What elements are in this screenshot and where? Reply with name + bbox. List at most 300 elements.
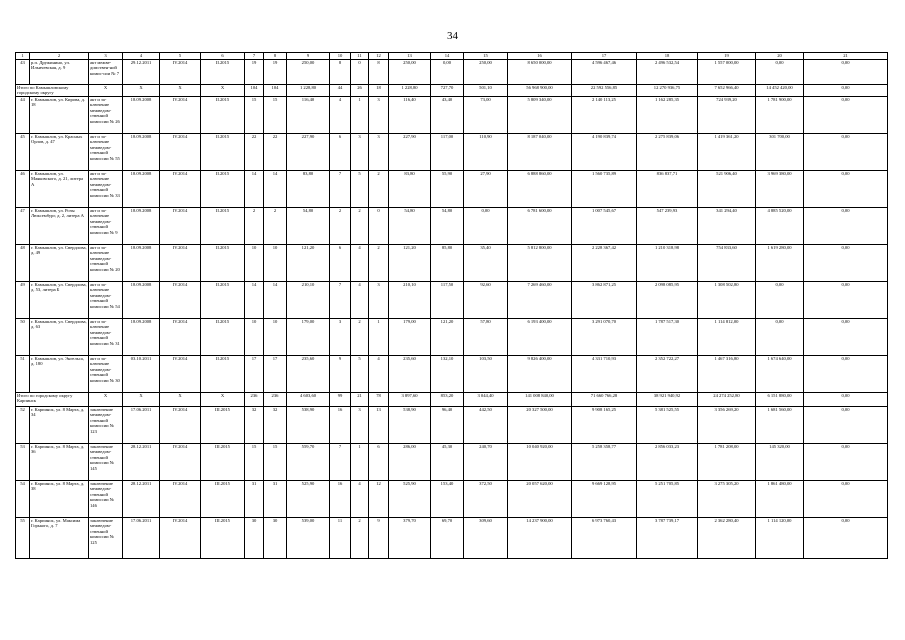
table-cell: 0,00 — [756, 282, 804, 319]
table-row — [16, 134, 888, 171]
table-cell: 0,00 — [804, 356, 888, 393]
table-cell: акт и за-ключение межведом-ственной комиссии № 26 — [89, 97, 123, 134]
column-number: 3 — [89, 53, 123, 60]
table-cell: 43 — [16, 60, 30, 85]
table-cell: X — [160, 85, 201, 97]
table-cell: 2 496 532,54 — [637, 60, 698, 85]
table-cell: 104 — [264, 85, 287, 97]
table-cell: 853,20 — [431, 393, 464, 407]
table-cell: акт и за-ключение межведом-ственной комиссии № 30 — [89, 356, 123, 393]
table-cell: 44 — [16, 97, 30, 134]
table-cell: заключение межведом-ственной комиссии № 123 — [89, 407, 123, 444]
table-cell: 301 700,00 — [756, 134, 804, 171]
page-number: 34 — [447, 30, 458, 42]
table-cell: 6 — [369, 444, 389, 481]
total-label: Итого по городскому округу Карпинск — [16, 393, 89, 407]
table-cell: 3 — [351, 407, 369, 444]
table-cell: 16 — [330, 407, 351, 444]
total-row — [16, 85, 888, 97]
table-cell: 38 921 940,92 — [637, 393, 698, 407]
table-cell: X — [89, 85, 123, 97]
table-cell: р.п. Дружинино, ул. Ильичевская, д. 9 — [30, 60, 89, 85]
table-cell: 116,40 — [287, 97, 330, 134]
table-cell: 4 — [369, 356, 389, 393]
table-cell: II.2015 — [201, 319, 245, 356]
table-cell: 1 308 502,80 — [698, 282, 756, 319]
table-cell: 0 — [351, 60, 369, 85]
table-cell: 9 908 165,25 — [572, 407, 637, 444]
table-cell: 5 381 525,55 — [637, 407, 698, 444]
table-cell: 3 787 739,17 — [637, 518, 698, 559]
table-cell: 121,20 — [287, 245, 330, 282]
table-cell: 6 151 880,00 — [756, 393, 804, 407]
total-label: Итого по Камышловскому городскому округу — [16, 85, 89, 97]
table-cell: 27,90 — [464, 171, 508, 208]
table-cell: 55,90 — [431, 171, 464, 208]
table-cell: 16 — [330, 481, 351, 518]
table-cell: 1 674 640,00 — [756, 356, 804, 393]
table-cell: 2 — [369, 171, 389, 208]
table-cell: 71 660 766,28 — [572, 393, 637, 407]
table-cell: 56 968 900,00 — [508, 85, 572, 97]
table-cell: 116,40 — [389, 97, 431, 134]
table-cell: 4 — [330, 97, 351, 134]
table-cell: 73,00 — [464, 97, 508, 134]
table-cell: 1 — [351, 444, 369, 481]
table-cell: акт и за-ключение межведом-ственной комиссии № 31 — [89, 319, 123, 356]
table-cell: II.2015 — [201, 60, 245, 85]
table-cell: 1 — [369, 319, 389, 356]
table-cell: 3 — [369, 282, 389, 319]
table-cell: 236 — [264, 393, 287, 407]
table-cell: 525,90 — [389, 481, 431, 518]
table-cell: г. Карпинск, ул. 8 Марта, д. 36 — [30, 444, 89, 481]
table-cell: 8 — [369, 60, 389, 85]
table-cell: 3 356 269,20 — [698, 407, 756, 444]
table-cell: 103,50 — [464, 356, 508, 393]
table-cell: 9 — [369, 518, 389, 559]
table-cell: 5 — [351, 356, 369, 393]
table-cell: 1 619 280,00 — [756, 245, 804, 282]
table-cell: 117,00 — [431, 134, 464, 171]
table-cell: 4 603,60 — [287, 393, 330, 407]
table-cell: 4 331 710,93 — [572, 356, 637, 393]
table-cell: III.2015 — [201, 518, 245, 559]
column-number: 12 — [369, 53, 389, 60]
table-cell: 1 781 900,00 — [756, 97, 804, 134]
table-cell: 31 — [264, 481, 287, 518]
table-cell: 2 — [351, 518, 369, 559]
table-cell: 29.12.2011 — [123, 60, 160, 85]
table-cell: X — [89, 393, 123, 407]
table-row — [16, 444, 888, 481]
table-cell: 754 833,60 — [698, 245, 756, 282]
table-cell: 9 826 400,00 — [508, 356, 572, 393]
table-cell: 1 114 120,00 — [756, 518, 804, 559]
table-cell: 43,40 — [431, 97, 464, 134]
table-cell: 21 — [351, 393, 369, 407]
column-number: 18 — [637, 53, 698, 60]
table-cell: 3 969 380,00 — [756, 171, 804, 208]
table-cell: 14 — [245, 282, 264, 319]
table-cell: г. Камышлов, ул. Свердлова, д. 63 — [30, 319, 89, 356]
table-cell: 179,00 — [389, 319, 431, 356]
table-cell: 9 — [330, 356, 351, 393]
table-cell: 50 — [16, 319, 30, 356]
table-cell: IV.2014 — [160, 407, 201, 444]
table-cell: 836 837,71 — [637, 171, 698, 208]
table-cell: 7 — [330, 282, 351, 319]
table-cell: IV.2014 — [160, 134, 201, 171]
table-cell: 03.10.2011 — [123, 356, 160, 393]
table-cell: 0,00 — [804, 407, 888, 444]
table-cell: X — [123, 85, 160, 97]
table-cell: 1 007 545,67 — [572, 208, 637, 245]
table-cell: 12 — [369, 481, 389, 518]
table-cell: 22 — [264, 134, 287, 171]
table-row — [16, 319, 888, 356]
table-cell: 18.09.2008 — [123, 282, 160, 319]
column-number: 8 — [264, 53, 287, 60]
table-cell: 17 — [264, 356, 287, 393]
table-cell: 10 — [264, 245, 287, 282]
column-number: 15 — [464, 53, 508, 60]
table-cell: 1 228,80 — [389, 85, 431, 97]
table-cell: 22 592 556,85 — [572, 85, 637, 97]
table-cell: 83,80 — [287, 171, 330, 208]
table-cell: II.2015 — [201, 356, 245, 393]
table-cell: 78 — [369, 393, 389, 407]
table-cell: 10 — [264, 319, 287, 356]
table-cell: 17 — [245, 356, 264, 393]
table-cell: IV.2014 — [160, 518, 201, 559]
table-cell: 18.09.2008 — [123, 134, 160, 171]
table-cell: 6 — [330, 134, 351, 171]
table-cell: IV.2014 — [160, 60, 201, 85]
table-cell: 11 — [330, 518, 351, 559]
table-cell: 45 — [16, 134, 30, 171]
column-number: 2 — [30, 53, 89, 60]
column-number: 9 — [287, 53, 330, 60]
table-cell: 250,00 — [389, 60, 431, 85]
table-cell: 0,00 — [804, 97, 888, 134]
table-cell: 19 — [264, 60, 287, 85]
table-cell: акт межве-домствен-ной комис-сии № 7 — [89, 60, 123, 85]
table-cell: 19 — [245, 60, 264, 85]
table-cell: IV.2014 — [160, 481, 201, 518]
table-cell: 14 237 900,00 — [508, 518, 572, 559]
table-cell: акт и за-ключение межведом-ственной комиссии № 55 — [89, 134, 123, 171]
table-cell: 3 291 070,70 — [572, 319, 637, 356]
table-cell: 10 — [245, 245, 264, 282]
table-cell: 4 885 520,00 — [756, 208, 804, 245]
table-cell: 17.06.2011 — [123, 518, 160, 559]
column-number: 11 — [351, 53, 369, 60]
table-cell: заключение межведом-ственной комиссии № 145 — [89, 444, 123, 481]
table-cell: 17.06.2011 — [123, 407, 160, 444]
table-cell: 442,50 — [464, 407, 508, 444]
table-cell: 250,00 — [287, 60, 330, 85]
table-cell: 0 — [369, 208, 389, 245]
table-cell: г. Камышлов, ул. Розы Люксембург, д. 2, литера А — [30, 208, 89, 245]
table-row — [16, 407, 888, 444]
table-cell: II.2015 — [201, 171, 245, 208]
table-cell: 236 — [245, 393, 264, 407]
table-cell: 0,00 — [464, 208, 508, 245]
table-row — [16, 60, 888, 85]
table-cell: 20 327 500,00 — [508, 407, 572, 444]
table-cell: 372,50 — [464, 481, 508, 518]
column-number: 13 — [389, 53, 431, 60]
table-cell: 104 — [245, 85, 264, 97]
table-cell: 96,40 — [431, 407, 464, 444]
table-cell: 2 — [369, 245, 389, 282]
table-cell: 539,00 — [287, 518, 330, 559]
table-cell: 47 — [16, 208, 30, 245]
table-cell: 51 — [16, 356, 30, 393]
table-cell: 2 — [264, 208, 287, 245]
table-cell: 20 057 620,00 — [508, 481, 572, 518]
table-cell: 5 258 358,77 — [572, 444, 637, 481]
table-cell: 727,70 — [431, 85, 464, 97]
table-cell: 2 352 722,27 — [637, 356, 698, 393]
table-cell: 0,00 — [756, 319, 804, 356]
table-cell: 1 114 812,00 — [698, 319, 756, 356]
table-cell: 1 557 000,00 — [698, 60, 756, 85]
table-row — [16, 245, 888, 282]
header-row — [16, 53, 888, 60]
table-cell: IV.2014 — [160, 282, 201, 319]
table-cell: 379,70 — [389, 518, 431, 559]
table-cell: III.2015 — [201, 444, 245, 481]
column-number: 21 — [804, 53, 888, 60]
table-cell: 18.09.2008 — [123, 208, 160, 245]
table-cell: 547 239,93 — [637, 208, 698, 245]
table-cell: 0,00 — [804, 171, 888, 208]
table-cell: 54,80 — [389, 208, 431, 245]
table-cell: 1 228,80 — [287, 85, 330, 97]
table-cell: 210,10 — [389, 282, 431, 319]
table-cell: 235,60 — [287, 356, 330, 393]
table-cell: 2 098 085,95 — [637, 282, 698, 319]
data-table — [15, 52, 888, 559]
table-cell: 1 560 735,89 — [572, 171, 637, 208]
table-cell: 2 856 033,23 — [637, 444, 698, 481]
table-cell: 85,80 — [431, 245, 464, 282]
total-row — [16, 393, 888, 407]
table-cell: 6 888 860,00 — [508, 171, 572, 208]
table-cell: 0,00 — [804, 393, 888, 407]
table-cell: IV.2014 — [160, 245, 201, 282]
table-row — [16, 356, 888, 393]
table-cell: г. Карпинск, ул. 8 Марта, д. 38 — [30, 481, 89, 518]
table-cell: 2 — [330, 208, 351, 245]
column-number: 1 — [16, 53, 30, 60]
table-cell: 240,70 — [464, 444, 508, 481]
table-cell: г. Карпинск, ул. 8 Марта, д. 34 — [30, 407, 89, 444]
table-cell: 2 362 280,40 — [698, 518, 756, 559]
table-cell: 52 — [16, 407, 30, 444]
table-cell: 8 — [330, 60, 351, 85]
table-cell: заключение межведом-ственной комиссии № 146 — [89, 481, 123, 518]
table-cell: 0,00 — [804, 518, 888, 559]
table-cell: 227,90 — [287, 134, 330, 171]
table-cell: 5 812 800,00 — [508, 245, 572, 282]
column-number: 6 — [201, 53, 245, 60]
table-cell: 210,10 — [287, 282, 330, 319]
table-cell: 117,50 — [431, 282, 464, 319]
table-cell: 69,70 — [431, 518, 464, 559]
table-cell: 559,70 — [287, 444, 330, 481]
table-cell: 8 650 000,00 — [508, 60, 572, 85]
table-cell: 3 — [351, 134, 369, 171]
table-cell: 521 906,40 — [698, 171, 756, 208]
table-cell: г. Камышлов, ул. Красных Орлов, д. 47 — [30, 134, 89, 171]
table-cell: 22 — [245, 134, 264, 171]
table-cell: акт и за-ключение межведом-ственной комиссии № 33 — [89, 171, 123, 208]
table-cell: III.2015 — [201, 407, 245, 444]
table-cell: 9 669 128,95 — [572, 481, 637, 518]
table-cell: 15 — [245, 97, 264, 134]
table-cell: 4 596 467,46 — [572, 60, 637, 85]
table-cell: 1 781 208,00 — [698, 444, 756, 481]
table-cell: 3 275 305,20 — [698, 481, 756, 518]
table-cell: 8 187 040,00 — [508, 134, 572, 171]
table-cell: 18.09.2008 — [123, 245, 160, 282]
table-cell: г. Карпинск, ул. Максима Горького, д. 7 — [30, 518, 89, 559]
table-cell: 0,00 — [804, 208, 888, 245]
table-cell: 5 251 705,85 — [637, 481, 698, 518]
column-number: 17 — [572, 53, 637, 60]
table-cell: X — [201, 393, 245, 407]
table-cell: X — [201, 85, 245, 97]
table-cell: 309,60 — [464, 518, 508, 559]
column-number: 14 — [431, 53, 464, 60]
table-cell: 0,00 — [804, 85, 888, 97]
table-cell: X — [123, 393, 160, 407]
table-cell: 1 681 560,00 — [756, 407, 804, 444]
table-cell: акт и за-ключение межведом-ственной комиссии № 54 — [89, 282, 123, 319]
table-cell: 6 973 760,43 — [572, 518, 637, 559]
table-cell: 121,20 — [431, 319, 464, 356]
table-cell: 0,00 — [804, 282, 888, 319]
table-cell: 99 — [330, 393, 351, 407]
table-cell: 30 — [264, 518, 287, 559]
table-cell: 3 — [330, 319, 351, 356]
table-cell: 7 — [330, 444, 351, 481]
table-cell: 4 190 839,74 — [572, 134, 637, 171]
table-cell: 14 — [245, 171, 264, 208]
table-cell: 0,00 — [756, 60, 804, 85]
table-cell: 2 — [351, 319, 369, 356]
table-cell: 30 — [245, 518, 264, 559]
table-cell: 55 — [16, 518, 30, 559]
table-cell: 7 — [330, 171, 351, 208]
table-row — [16, 171, 888, 208]
table-cell: 145 320,00 — [756, 444, 804, 481]
table-cell: 6 781 600,00 — [508, 208, 572, 245]
table-cell: 12 270 936,75 — [637, 85, 698, 97]
column-number: 16 — [508, 53, 572, 60]
table-cell: IV.2014 — [160, 444, 201, 481]
table-cell: 2 140 113,25 — [572, 97, 637, 134]
table-cell: 153,40 — [431, 481, 464, 518]
table-cell: 6 193 400,00 — [508, 319, 572, 356]
table-row — [16, 208, 888, 245]
table-cell: г. Камышлов, ул. Свердлова, д. 49 — [30, 245, 89, 282]
table-cell: 1 467 316,80 — [698, 356, 756, 393]
table-cell: IV.2014 — [160, 171, 201, 208]
table-cell: 1 419 361,20 — [698, 134, 756, 171]
table-cell: 83,80 — [389, 171, 431, 208]
table-cell: 18.09.2008 — [123, 319, 160, 356]
table-cell: 10 040 920,00 — [508, 444, 572, 481]
table-cell: II.2015 — [201, 97, 245, 134]
table-cell: 1 210 318,98 — [637, 245, 698, 282]
table-cell: IV.2014 — [160, 97, 201, 134]
column-number: 5 — [160, 53, 201, 60]
table-cell: 26 — [351, 85, 369, 97]
table-cell: 32 — [264, 407, 287, 444]
table-cell: 18 — [369, 85, 389, 97]
table-cell: 14 — [264, 171, 287, 208]
column-number: 7 — [245, 53, 264, 60]
table-cell: 538,90 — [389, 407, 431, 444]
table-cell: 341 294,40 — [698, 208, 756, 245]
table-cell: 141 008 840,00 — [508, 393, 572, 407]
table-cell: г. Камышлов, ул. Кирова, д. 18 — [30, 97, 89, 134]
table-cell: 4 — [351, 481, 369, 518]
table-cell: 538,90 — [287, 407, 330, 444]
table-cell: 15 — [264, 444, 287, 481]
table-cell: 5 809 340,00 — [508, 97, 572, 134]
table-cell: 10 — [245, 319, 264, 356]
table-cell: 53 — [16, 444, 30, 481]
table-cell: 132,10 — [431, 356, 464, 393]
table-cell: 2 — [351, 208, 369, 245]
table-cell: 3 862 871,25 — [572, 282, 637, 319]
table-cell: 0,00 — [804, 444, 888, 481]
table-cell: 0,00 — [804, 481, 888, 518]
table-cell: 1 861 480,00 — [756, 481, 804, 518]
table-row — [16, 282, 888, 319]
table-cell: 6 — [330, 245, 351, 282]
table-cell: 1 787 517,30 — [637, 319, 698, 356]
table-cell: акт и за-ключение межведом-ственной комиссии № 20 — [89, 245, 123, 282]
column-number: 10 — [330, 53, 351, 60]
table-cell: 15 — [264, 97, 287, 134]
table-cell: III.2015 — [201, 481, 245, 518]
table-cell: 525,90 — [287, 481, 330, 518]
table-cell: 2 228 367,42 — [572, 245, 637, 282]
table-cell: IV.2014 — [160, 356, 201, 393]
table-cell: 1 162 285,35 — [637, 97, 698, 134]
table-cell: 110,90 — [464, 134, 508, 171]
table-cell: 0,00 — [804, 60, 888, 85]
table-cell: 13 — [369, 407, 389, 444]
table-cell: заключение межведом-ственной комиссии № 125 — [89, 518, 123, 559]
table-cell: 2 — [245, 208, 264, 245]
table-cell: г. Камышлов, ул. Свердлова, д. 53, литера Б — [30, 282, 89, 319]
table-cell: 54,80 — [287, 208, 330, 245]
table-cell: 0,00 — [431, 60, 464, 85]
table-cell: 32 — [245, 407, 264, 444]
table-cell: 3 044,40 — [464, 393, 508, 407]
table-cell: 54 — [16, 481, 30, 518]
table-cell: 121,20 — [389, 245, 431, 282]
table-cell: 0,00 — [804, 245, 888, 282]
table-cell: 4 — [351, 282, 369, 319]
